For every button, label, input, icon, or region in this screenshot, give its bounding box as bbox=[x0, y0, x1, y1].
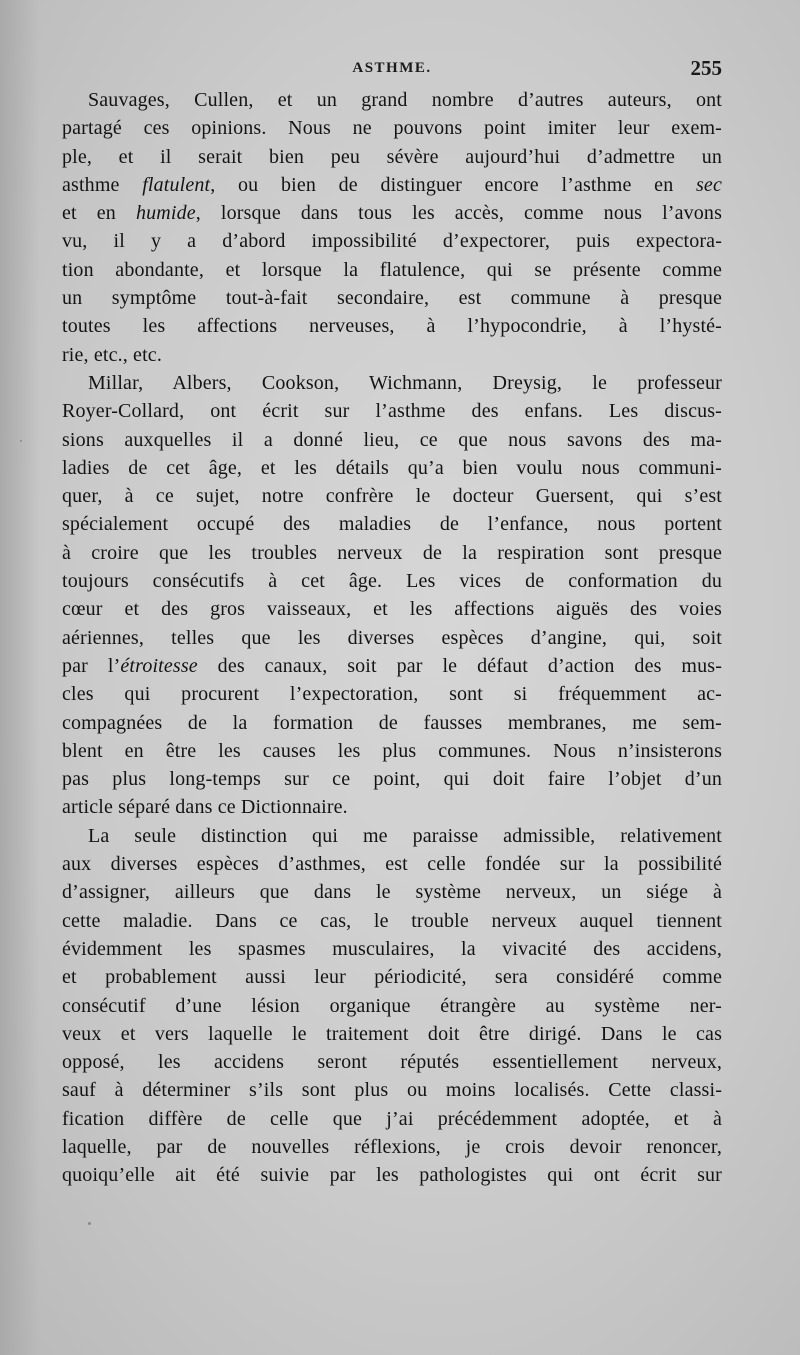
text-line: veux et vers laquelle le traitement doit être dirigé. Dans le cas bbox=[62, 1022, 722, 1045]
text-run: asthme bbox=[62, 173, 143, 196]
text-line: Royer-Collard, ont écrit sur l’asthme des enfans. Les discus- bbox=[62, 400, 722, 423]
paper-speck bbox=[20, 440, 22, 442]
text-line: laquelle, par de nouvelles réflexions, je crois devoir renoncer, bbox=[62, 1135, 722, 1158]
text-line: rie, etc., etc. bbox=[62, 343, 162, 366]
text-line: d’assigner, ailleurs que dans le système nerveux, un siége à bbox=[62, 881, 722, 904]
text-line: quer, à ce sujet, notre confrère le docteur Guersent, qui s’est bbox=[62, 485, 722, 508]
text-line: Millar, Albers, Cookson, Wichmann, Dreysig, le professeur bbox=[88, 371, 722, 394]
page-number: 255 bbox=[690, 56, 722, 80]
text-line: compagnées de la formation de fausses membranes, me sem- bbox=[62, 711, 722, 734]
italic-term: humide bbox=[135, 202, 196, 225]
text-line: cœur et des gros vaisseaux, et les affections aiguës des voies bbox=[62, 598, 722, 621]
body-text bbox=[62, 86, 722, 1190]
italic-term: étroitesse bbox=[120, 654, 198, 677]
paragraph bbox=[62, 369, 722, 822]
text-line: blent en être les causes les plus communes. Nous n’insisterons bbox=[62, 739, 722, 762]
text-line: à croire que les troubles nerveux de la respiration sont presque bbox=[62, 541, 722, 564]
text-run: des canaux, soit par le défaut d’action des mus- bbox=[197, 654, 723, 677]
text-line: et probablement aussi leur périodicité, sera considéré comme bbox=[62, 966, 722, 989]
text-line: sions auxquelles il a donné lieu, ce que nous savons des ma- bbox=[62, 428, 722, 451]
text-line: consécutif d’une lésion organique étrangère au système ner- bbox=[62, 994, 722, 1017]
text-line: vu, il y a d’abord impossibilité d’expectorer, puis expectora- bbox=[62, 230, 722, 253]
text-line: partagé ces opinions. Nous ne pouvons point imiter leur exem- bbox=[62, 117, 722, 140]
text-line: cles qui procurent l’expectoration, sont si fréquemment ac- bbox=[62, 683, 722, 706]
text-line: quoiqu’elle ait été suivie par les pathologistes qui ont écrit sur bbox=[62, 1164, 722, 1187]
text-line: aériennes, telles que les diverses espèces d’angine, qui, soit bbox=[62, 626, 722, 649]
text-line: La seule distinction qui me paraisse admissible, relativement bbox=[88, 824, 722, 847]
text-line: sauf à déterminer s’ils sont plus ou moins localisés. Cette classi- bbox=[62, 1079, 722, 1102]
text-line: un symptôme tout-à-fait secondaire, est commune à presque bbox=[62, 287, 722, 310]
italic-term: flatulent bbox=[142, 173, 211, 196]
running-title: ASTHME. bbox=[352, 60, 432, 76]
page-header bbox=[62, 56, 722, 84]
text-line: ladies de cet âge, et les détails qu’a bien voulu nous communi- bbox=[62, 456, 722, 479]
paper-speck bbox=[88, 1222, 91, 1225]
paragraph bbox=[62, 822, 722, 1190]
binding-shadow bbox=[0, 0, 40, 1355]
italic-term: sec bbox=[696, 173, 722, 196]
text-line: tion abondante, et lorsque la flatulence, qui se présente comme bbox=[62, 258, 722, 281]
text-line: spécialement occupé des maladies de l’enfance, nous portent bbox=[62, 513, 722, 536]
text-line: pas plus long-temps sur ce point, qui doit faire l’objet d’un bbox=[62, 768, 722, 791]
text-line: ple, et il serait bien peu sévère aujourd’hui d’admettre un bbox=[62, 145, 722, 168]
text-run: , lorsque dans tous les accès, comme nous l’avons bbox=[195, 202, 722, 225]
text-run: et en bbox=[62, 202, 136, 225]
paragraph bbox=[62, 86, 722, 369]
text-line: fication diffère de celle que j’ai précédemment adoptée, et à bbox=[62, 1107, 722, 1130]
text-run: , ou bien de distinguer encore l’asthme en bbox=[210, 173, 696, 196]
text-run: par l’ bbox=[62, 654, 121, 677]
text-line bbox=[62, 171, 722, 199]
text-line: opposé, les accidens seront réputés essentiellement nerveux, bbox=[62, 1051, 722, 1074]
text-line: aux diverses espèces d’asthmes, est celle fondée sur la possibilité bbox=[62, 853, 722, 876]
text-line: toutes les affections nerveuses, à l’hypocondrie, à l’hysté- bbox=[62, 315, 722, 338]
text-line: évidemment les spasmes musculaires, la vivacité des accidens, bbox=[62, 937, 722, 960]
text-line: Sauvages, Cullen, et un grand nombre d’autres auteurs, ont bbox=[88, 89, 722, 111]
text-line: toujours consécutifs à cet âge. Les vices de conformation du bbox=[62, 570, 722, 593]
text-line: cette maladie. Dans ce cas, le trouble nerveux auquel tiennent bbox=[62, 909, 722, 932]
text-line: article séparé dans ce Dictionnaire. bbox=[62, 796, 348, 819]
text-line bbox=[62, 652, 722, 680]
text-line bbox=[62, 199, 722, 227]
